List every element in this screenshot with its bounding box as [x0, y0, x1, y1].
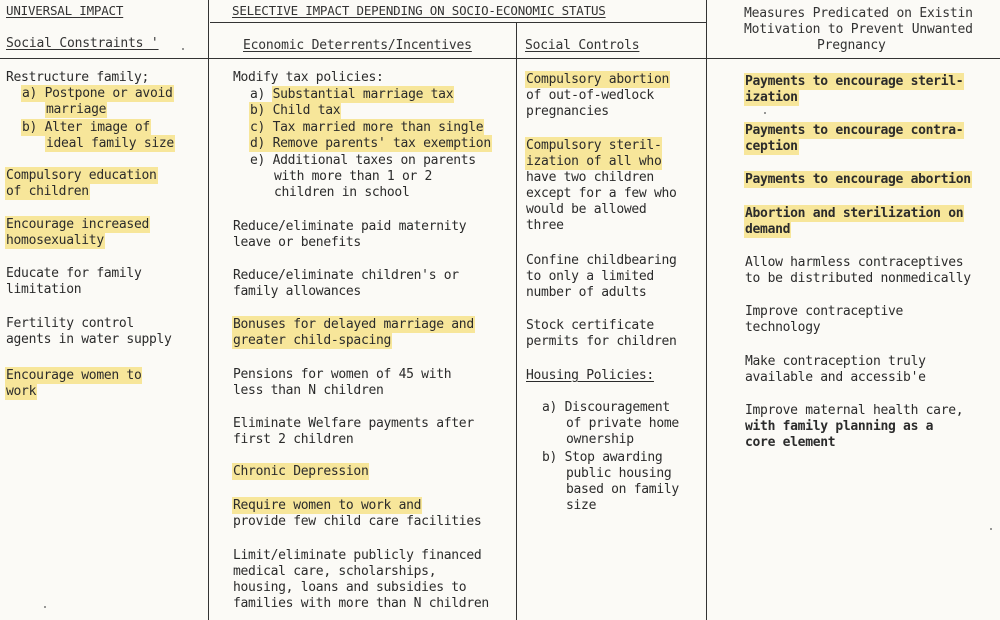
col1-encourage-2	[6, 233, 104, 250]
col2-item-c	[250, 120, 483, 137]
col4-abortion-1-text: Abortion and sterilization on	[745, 206, 964, 221]
col4-payments-2a-text: Payments to encourage contra-	[745, 123, 964, 138]
col3-confine-3: number of adults	[526, 285, 647, 300]
col2-item-d-text: d) Remove parents' tax exemption	[250, 136, 491, 151]
scan-speck	[44, 606, 46, 608]
col1-item-b2-text: ideal family size	[46, 136, 174, 151]
col2-chronic-text: Chronic Depression	[233, 464, 369, 479]
col2-reduce2-b: family allowances	[233, 284, 361, 299]
col2-require-1	[233, 498, 421, 515]
col4-improve-1: Improve contraceptive	[745, 304, 904, 319]
col4-improve-2: technology	[745, 320, 821, 335]
col3-stock-1: Stock certificate	[526, 318, 654, 333]
col4-payments-2b-text: ception	[745, 139, 798, 154]
column-divider-3	[706, 0, 707, 620]
col2-item-c-text: c) Tax married more than single	[250, 120, 484, 135]
col4-make-2: available and accessib'e	[745, 370, 926, 385]
col1-encourage-2-text: homosexuality	[6, 233, 104, 248]
col2-welfare-2: first 2 children	[233, 432, 354, 447]
col1-item-a2	[46, 102, 106, 119]
col3-housing-b3: based on family	[566, 482, 679, 497]
col4-payments-1a	[745, 74, 963, 91]
col1-fertility-2: agents in water supply	[6, 332, 172, 347]
col3-steril-1-text: Compulsory steril-	[526, 138, 662, 153]
col2-item-e1: e) Additional taxes on parents	[250, 153, 476, 168]
col2-limit-3: housing, loans and subsidies to	[233, 580, 467, 595]
col4-allow-2: to be distributed nonmedically	[745, 271, 971, 286]
col2-require-2: provide few child care facilities	[233, 514, 482, 529]
col2-limit-2: medical care, scholarships,	[233, 564, 437, 579]
header-measures-line1: Measures Predicated on Existin	[744, 6, 973, 21]
col1-compulsory-1	[6, 168, 157, 185]
col3-steril-4: except for a few who	[526, 186, 677, 201]
col3-steril-6: three	[526, 218, 564, 233]
column-divider-1	[208, 0, 209, 620]
col4-payments-3	[745, 172, 971, 189]
col1-compulsory-2-text: of children	[6, 184, 89, 199]
header-measures-line2: Motivation to Prevent Unwanted	[744, 22, 973, 37]
col3-steril-3: have two children	[526, 170, 654, 185]
col2-reduce1-b: leave or benefits	[233, 235, 361, 250]
col4-abortion-1	[745, 206, 963, 223]
col2-item-e3: children in school	[274, 185, 410, 200]
header-social-controls: Social Controls	[525, 38, 640, 53]
col2-item-a-text: Substantial marriage tax	[272, 87, 454, 102]
col1-women-1	[6, 368, 141, 385]
col3-abortion-1-text: Compulsory abortion	[526, 72, 670, 87]
col1-educate-1: Educate for family	[6, 266, 142, 281]
col2-pension-2: less than N children	[233, 383, 384, 398]
col1-women-2	[6, 384, 36, 401]
col4-payments-1b	[745, 90, 798, 107]
header-rule-bottom	[0, 58, 1000, 59]
col2-limit-1: Limit/eliminate publicly financed	[233, 548, 482, 563]
col1-item-a2-text: marriage	[46, 102, 107, 117]
col2-bonus-1	[233, 317, 474, 334]
col3-housing-a2: of private home	[566, 416, 679, 431]
col4-allow-1: Allow harmless contraceptives	[745, 255, 964, 270]
header-universal-impact: UNIVERSAL IMPACT	[6, 3, 124, 18]
col2-bonus-2-text: greater child-spacing	[233, 333, 392, 348]
col2-item-a	[250, 87, 453, 104]
col1-fertility-1: Fertility control	[6, 316, 134, 331]
col4-abortion-2	[745, 222, 790, 239]
col2-pension-1: Pensions for women of 45 with	[233, 367, 452, 382]
col2-item-e2: with more than 1 or 2	[274, 169, 433, 184]
col1-item-b	[22, 120, 150, 137]
col3-steril-1	[526, 138, 661, 155]
col2-welfare-1: Eliminate Welfare payments after	[233, 416, 474, 431]
col3-housing-b2: public housing	[566, 466, 672, 481]
scan-speck	[764, 112, 766, 114]
col2-item-b	[250, 103, 340, 120]
col2-bonus-2	[233, 333, 391, 350]
col2-reduce2-a: Reduce/eliminate children's or	[233, 268, 459, 283]
scan-speck	[182, 48, 184, 50]
col4-payments-3-text: Payments to encourage abortion	[745, 172, 971, 187]
col1-encourage-1	[6, 217, 149, 234]
column-divider-2	[516, 22, 517, 620]
col1-item-a-text: a) Postpone or avoid	[22, 86, 173, 101]
col3-confine-1: Confine childbearing	[526, 253, 677, 268]
col2-limit-4: families with more than N children	[233, 596, 489, 611]
col4-maternal-2: with family planning as a	[745, 419, 934, 434]
col1-women-1-text: Encourage women to	[6, 368, 142, 383]
col1-women-2-text: work	[6, 384, 37, 399]
col3-housing-a3: ownership	[566, 432, 634, 447]
col3-steril-5: would be allowed	[526, 202, 647, 217]
col1-compulsory-1-text: Compulsory education	[6, 168, 157, 183]
col4-payments-1a-text: Payments to encourage steril-	[745, 74, 964, 89]
col4-make-1: Make contraception truly	[745, 354, 926, 369]
col2-chronic	[233, 464, 368, 481]
header-rule-top	[210, 22, 706, 23]
col2-item-d	[250, 136, 491, 153]
col4-payments-2a	[745, 123, 963, 140]
col2-require-1-text: Require women to work and	[233, 498, 422, 513]
col3-stock-2: permits for children	[526, 334, 677, 349]
col4-maternal-1: Improve maternal health care,	[745, 403, 964, 418]
col3-abortion-2: of out-of-wedlock	[526, 88, 654, 103]
col1-item-b-text: b) Alter image of	[22, 120, 150, 135]
col2-modify: Modify tax policies:	[233, 70, 384, 85]
col1-educate-2: limitation	[6, 282, 82, 297]
col1-item-b2	[46, 136, 174, 153]
col3-steril-2-text: ization of all who	[526, 154, 662, 169]
col3-housing-a1: a) Discouragement	[542, 400, 670, 415]
col1-item-a	[22, 86, 173, 103]
col3-housing-b1: b) Stop awarding	[542, 450, 663, 465]
col3-housing-heading: Housing Policies:	[526, 368, 654, 383]
header-economic-deterrents: Economic Deterrents/Incentives	[243, 38, 472, 53]
col4-payments-1b-text: ization	[745, 90, 798, 105]
header-selective-impact: SELECTIVE IMPACT DEPENDING ON SOCIO-ECONOMIC STATUS	[232, 3, 606, 18]
col1-restructure: Restructure family;	[6, 70, 150, 85]
col2-item-b-text: b) Child tax	[250, 103, 341, 118]
col3-steril-2	[526, 154, 661, 171]
scan-speck	[990, 528, 992, 530]
col1-compulsory-2	[6, 184, 89, 201]
col3-abortion-1	[526, 72, 669, 89]
col3-abortion-3: pregnancies	[526, 104, 609, 119]
header-measures-line3: Pregnancy	[817, 38, 886, 53]
col1-encourage-1-text: Encourage increased	[6, 217, 150, 232]
col2-item-a-label: a)	[250, 87, 273, 102]
col3-confine-2: to only a limited	[526, 269, 654, 284]
header-social-constraints: Social Constraints '	[6, 36, 159, 51]
col4-maternal-3: core element	[745, 435, 836, 450]
col4-abortion-2-text: demand	[745, 222, 791, 237]
col2-bonus-1-text: Bonuses for delayed marriage and	[233, 317, 474, 332]
col2-reduce1-a: Reduce/eliminate paid maternity	[233, 219, 467, 234]
col4-payments-2b	[745, 139, 798, 156]
col3-housing-b4: size	[566, 498, 597, 513]
